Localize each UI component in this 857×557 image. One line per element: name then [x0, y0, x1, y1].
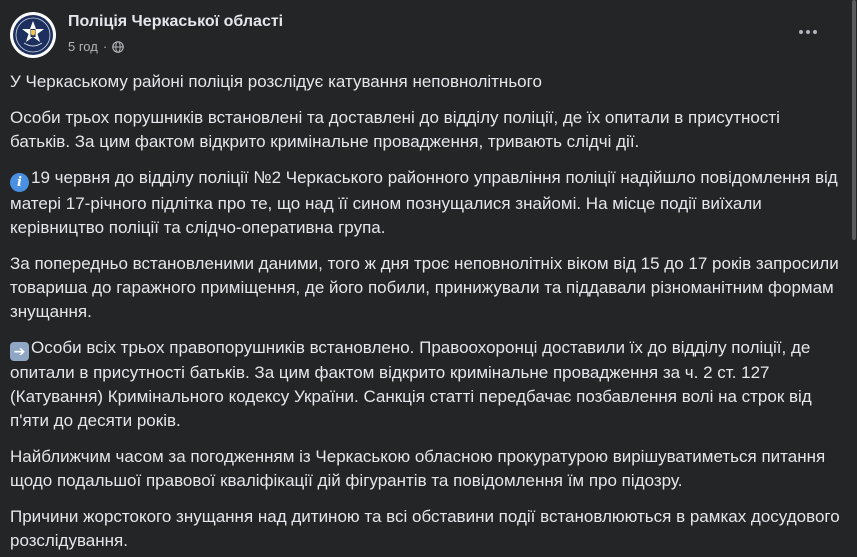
- paragraph-text: У Черкаському районі поліція розслідує катування неповнолітнього: [10, 72, 542, 91]
- post-body: [10, 70, 840, 557]
- paragraph-text: Найближчим часом за погодженням із Черкаською обласною прокуратурою вирішуватиметься питання щодо подальшої правової кваліфікації дій фігурантів та повідомлення їм про підозру.: [10, 447, 826, 490]
- post-paragraph: [10, 505, 840, 553]
- post-timestamp[interactable]: 5 год: [68, 39, 98, 54]
- more-options-dot: [813, 30, 817, 34]
- information-icon: i: [10, 173, 29, 192]
- post-meta: [68, 39, 124, 54]
- more-options-icon: [799, 30, 803, 34]
- paragraph-text: Особи всіх трьох правопорушників встановлено. Правоохоронці доставили їх до відділу поліції, де опитали в присутності батьків. За цим фактом відкрито кримінальне провадження за ч. 2 ст. 127 (Катування) Кримінального кодексу України. Санкція статті передбачає позбавлення волі на строк від п'яти до десяти років.: [10, 338, 812, 430]
- paragraph-text: 19 червня до відділу поліції №2 Черкаського районного управління поліції надійшло повідомлення від матері 17-річного підлітка про те, що над її сином познущалися знайомі. На місце події виїхали керівництво поліції та слідчо-оперативна група.: [10, 168, 838, 237]
- post-header: [10, 10, 840, 62]
- post-paragraph: [10, 252, 840, 324]
- paragraph-text: Особи трьох порушників встановлені та доставлені до відділу поліції, де їх опитали в присутності батьків. За цим фактом відкрито кримінальне провадження, тривають слідчі дії.: [10, 108, 780, 151]
- paragraph-text: Причини жорстокого знущання над дитиною та всі обставини події встановлюються в рамках досудового розслідування.: [10, 507, 840, 550]
- paragraph-text: За попередньо встановленими даними, того ж дня троє неповнолітніх віком від 15 до 17 років запросили товариша до гаражного приміщення, де його побили, принижували та піддавали різноманітним формам знущання.: [10, 254, 839, 321]
- post-paragraph: [10, 106, 840, 154]
- meta-separator: ·: [102, 39, 108, 54]
- right-arrow-icon: ➔: [10, 342, 29, 361]
- post-paragraph: [10, 336, 840, 433]
- page-avatar[interactable]: [10, 12, 56, 58]
- post-paragraph: [10, 445, 840, 493]
- page-name-link[interactable]: Поліція Черкаської області: [68, 13, 284, 30]
- post-paragraph: [10, 166, 840, 240]
- post-headline: [10, 70, 840, 94]
- police-emblem-icon: [10, 12, 56, 58]
- scrollbar-thumb[interactable]: [852, 0, 856, 240]
- more-options-button[interactable]: [794, 22, 822, 42]
- more-options-dot: [806, 30, 810, 34]
- globe-icon[interactable]: [112, 41, 124, 53]
